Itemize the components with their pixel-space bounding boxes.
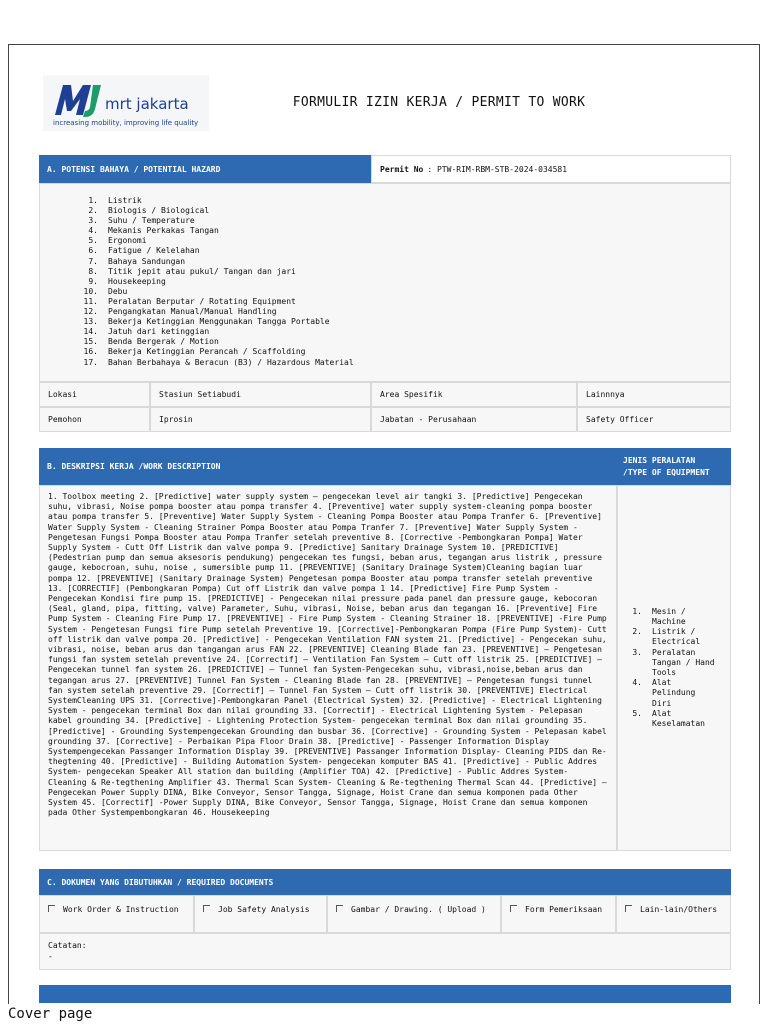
doc-label: Lain-lain/Others xyxy=(640,905,718,914)
checkbox-icon[interactable] xyxy=(625,905,632,912)
position-company-value: Safety Officer xyxy=(577,407,731,432)
notes-label: Catatan: xyxy=(48,941,87,950)
hazard-list xyxy=(40,196,730,368)
hazard-text: Listrik xyxy=(108,196,142,205)
equipment-item xyxy=(618,648,718,679)
equipment-text: Alat Keselamatan xyxy=(652,708,705,729)
checkbox-icon[interactable] xyxy=(48,905,55,912)
doc-job-safety-analysis[interactable] xyxy=(194,895,327,933)
applicant-label: Pemohon xyxy=(39,407,150,432)
hazard-text: Housekeeping xyxy=(108,276,166,286)
permit-value: : PTW-RIM-RBM-STB-2024-034581 xyxy=(427,164,568,174)
doc-label: Gambar / Drawing. ( Upload ) xyxy=(351,905,486,914)
hazard-item xyxy=(40,206,730,216)
hazard-text: Bekerja Ketinggian Menggunakan Tangga Portable xyxy=(108,317,330,327)
doc-work-order[interactable] xyxy=(39,895,194,933)
doc-label: Form Pemeriksaan xyxy=(525,905,603,914)
location-label: Lokasi xyxy=(39,382,150,407)
hazard-text: Pengangkatan Manual/Manual Handling xyxy=(108,307,277,317)
hazard-text: Mekanis Perkakas Tangan xyxy=(108,226,219,236)
specific-area-label: Area Spesifik xyxy=(371,382,577,407)
permit-number xyxy=(371,155,731,183)
hazard-item xyxy=(40,307,730,317)
work-description: 1. Toolbox meeting 2. [Predictive] water supply system – pengecekan level air tangki 3. [Predictive] Pengecekan suhu, vibrasi, Noise pompa booster atau pompa transfer 4. [Preventive] water supply system-cleaning pompa booster atau pompa transfer 5. [Preventive] Water Supply System - Cleaning Pompa Booster atau Pompa Tranfer 6. [Preventive] Water Supply System - Cleaning Strainer Pompa Booster atau Pompa Tranfer 7. [Preventive] Water Supply System - Pengetesan Fungsi Pompa Booster atau Pompa Tranfer setelah preventive 8. [Corrective -Pembongkaran Pompa] Water Supply System - Cutt Off Listrik dan valve pompa 9. [Predictive] Sanitary Drainage System 10. [PREDICTIVE] (Pedestrian pump dan semua aksesoris pendukung) pengecekan tes fungsi, beban arus, tegangan arus listrik , pressure gauge, kebocroan, suhu, noise , sumersible pump 11. [PREVENTIVE] (Sanitary Drainage System)Cleaning bagian luar pompa 12. [PREVENTIVE] (Sanitary Drainage System) Pengetesan pompa Booster atau pompa transfer setelah preventive 13. [CORRECTIF] (Pembongkaran Pompa) Cut off Listrik dan valve pompa 1 14. [Predictive] Fire Pump System - Pengecekan Kondisi fire pump 15. [PREDICTIVE] - Pengecekan nilai pressure pada panel dan pressure gauge, kebocoran (Seal, gland, pipa, fitting, valve) Parameter, Suhu, vibrasi, Noise, beban arus dan tegangan 16. [Preventive] Fire Pump System - Cleaning Fire Pump 17. [PREVENTIVE] - Fire Pump System - Cleaning Strainer 18. [PREVENTIVE] -Fire Pump System - Pengetesan Fungsi fire Pump setelah Preventive 19. [Corrective]-Pembongkaran Pompa (Fire Pump System)- Cutt off listrik dan valve pompa 20. [Predictive] - Pengecekan Ventilation FAN system 21. [Predictive] - Pengecekan suhu, vibrasi, noise, beban arus dan tangangan arus FAN 22. [PREVENTIVE] Cleaning Blade fan 23. [PREVENTIVE] – Pengetesan fungsi fan system setelah preventive 24. [Correctif] – Ventilation Fan System – Cutt off listrik 25. [PREDICTIVE] – Pengecekan tunnel fan system 26. [PREDICTIVE] – Tunnel fan System-Pengecekan suhu, vibrasi,noise,beban arus dan tegangan arus 27. [PREVENTIVE] Tunnel Fan System - Cleaning Blade fan 28. [PREVENTIVE] – Pengetesan fungsi tunnel fan system setelah preventive 29. [Correctif] – Tunnel Fan System – Cutt off listrik 30. [PREVENTIVE] Electrical SystemCleaning UPS 31. [Corrective]-Pembongkaran Panel (Electrical System) 32. [Predictive] - Electrical Lightening System - pengecekan terminal Box dan nilai grounding 33. [Correctif] - Electrical Lightening System - Pelepasan kabel grounding 34. [Predictive] - Lightening Protection System- pengecekan terminal Box dan nilai grounding 35. [Predictive] - Grounding Systempengecekan Grounding dan busbar 36. [Corrective] - Grounding System - Pelepasan kabel grounding 37. [Corrective] - Perbaikan Pipa Floor Drain 38. [Predictive] - Passenger Information Display Systempengecekan Passanger Information Display 39. [PREVENTIVE] Passanger Information Display- Cleaning PIDS dan Re-thegtening 40. [Predictive] - Building Automation System- pengecekan komputer BAS 41. [Predictive] - Public Addres System- pengecekan Speaker All station dan building (Amplifier TOA) 42. [Predictive] - Public Addres System- Cleaning & Re-tegthening Amplifier 43. Thermal Scan System- Cleaning & Re-tegthening Thermal Scan 44. [Predictive] – Pengecekan Power Supply DINA, Bike Conveyor, Sensor Tangga, Signage, Hoist Crane dan semua komponen pada Other System 45. [Correctif] -Power Supply DINA, Bike Conveyor, Sensor Tangga, Signage, Hoist Crane dan semua komponen pada Other Systempembongkaran 46. Housekeeping xyxy=(39,485,617,851)
next-section-header-bar xyxy=(39,985,731,1003)
hazard-text: Titik jepit atau pukul/ Tangan dan jari xyxy=(108,266,296,276)
hazard-number: 7. xyxy=(88,256,98,266)
hazard-item xyxy=(40,337,730,347)
hazard-item xyxy=(40,196,730,206)
checkbox-icon[interactable] xyxy=(203,905,210,912)
hazard-item xyxy=(40,287,730,297)
hazard-number: 17. xyxy=(83,357,98,367)
doc-drawing-upload[interactable] xyxy=(327,895,501,933)
equipment-item xyxy=(618,678,718,709)
hazard-number: 2. xyxy=(88,206,98,216)
hazard-text: Benda Bergerak / Motion xyxy=(108,337,219,347)
mrt-jakarta-logo xyxy=(43,75,209,131)
checkbox-icon[interactable] xyxy=(336,905,343,912)
equipment-type-header xyxy=(617,448,731,485)
mrt-logo-icon xyxy=(43,75,209,131)
hazard-item xyxy=(40,317,730,327)
equipment-number: 3. xyxy=(632,647,642,657)
hazard-number: 8. xyxy=(88,266,98,276)
hazard-text: Bahan Berbahaya & Beracun (B3) / Hazardous Material xyxy=(108,357,354,367)
location-value: Stasiun Setiabudi xyxy=(150,382,371,407)
doc-others[interactable] xyxy=(616,895,731,933)
form-title: FORMULIR IZIN KERJA / PERMIT TO WORK xyxy=(292,95,586,110)
hazard-item xyxy=(40,297,730,307)
equipment-text: Alat Pelindung Diri xyxy=(652,678,696,708)
hazard-item xyxy=(40,358,730,368)
notes-box xyxy=(39,933,731,970)
hazard-text: Biologis / Biological xyxy=(108,206,210,216)
hazard-text: Bekerja Ketinggian Perancah / Scaffolding xyxy=(108,347,306,357)
hazard-number: 15. xyxy=(83,337,98,347)
equipment-text: Peralatan Tangan / Hand Tools xyxy=(652,647,715,677)
hazard-number: 16. xyxy=(83,347,98,357)
hazard-number: 14. xyxy=(83,327,98,337)
equipment-text: Mesin / Machine xyxy=(652,606,686,626)
equipment-number: 5. xyxy=(632,708,642,718)
doc-inspection-form[interactable] xyxy=(501,895,616,933)
section-a-header: A. POTENSI BAHAYA / POTENTIAL HAZARD xyxy=(39,155,379,183)
hazard-number: 3. xyxy=(88,216,98,226)
permit-form-page xyxy=(8,44,760,1004)
hazard-item xyxy=(40,216,730,226)
hazard-item xyxy=(40,347,730,357)
equipment-number: 4. xyxy=(632,678,642,688)
hazard-text: Fatigue / Kelelahan xyxy=(108,246,200,256)
equipment-text: Listrik / Electrical xyxy=(652,627,701,647)
notes-value: - xyxy=(48,952,53,961)
hazard-text: Debu xyxy=(108,286,128,296)
hazard-number: 6. xyxy=(88,246,98,256)
applicant-value: Iprosin xyxy=(150,407,371,432)
hazard-number: 1. xyxy=(88,196,98,205)
hazard-item xyxy=(40,267,730,277)
cover-page-caption: Cover page xyxy=(8,1006,93,1022)
hazard-number: 13. xyxy=(83,317,98,327)
hazard-text: Jatuh dari ketinggian xyxy=(108,327,210,337)
hazard-number: 10. xyxy=(83,286,98,296)
hazard-number: 11. xyxy=(83,296,98,306)
hazard-number: 5. xyxy=(88,236,98,246)
hazard-item xyxy=(40,236,730,246)
specific-area-value: Lainnnya xyxy=(577,382,731,407)
svg-text:mrt jakarta: mrt jakarta xyxy=(105,95,189,113)
info-row-location xyxy=(39,382,731,407)
checkbox-icon[interactable] xyxy=(510,905,517,912)
equipment-item xyxy=(618,709,718,729)
hazard-text: Peralatan Berputar / Rotating Equipment xyxy=(108,296,296,306)
svg-text:increasing mobility, improving: increasing mobility, improving life quality xyxy=(53,119,199,127)
hazard-item xyxy=(40,246,730,256)
info-row-applicant xyxy=(39,407,731,432)
hazard-number: 12. xyxy=(83,307,98,317)
hazard-text: Bahaya Sandungan xyxy=(108,256,186,266)
hazard-item xyxy=(40,327,730,337)
equipment-number: 2. xyxy=(632,627,642,637)
hazard-item xyxy=(40,226,730,236)
hazard-item xyxy=(40,257,730,267)
section-c-header: C. DOKUMEN YANG DIBUTUHKAN / REQUIRED DOCUMENTS xyxy=(39,869,731,895)
position-company-label: Jabatan - Perusahaan xyxy=(371,407,577,432)
hazard-item xyxy=(40,277,730,287)
hazard-list-box xyxy=(39,183,731,382)
hazard-number: 9. xyxy=(88,276,98,286)
equipment-header-line-2: /TYPE OF EQUIPMENT xyxy=(623,468,710,477)
section-b-header: B. DESKRIPSI KERJA /WORK DESCRIPTION xyxy=(39,448,617,485)
equipment-item xyxy=(618,627,718,647)
required-documents-row xyxy=(39,895,731,933)
hazard-text: Ergonomi xyxy=(108,236,147,246)
equipment-list xyxy=(618,607,718,729)
equipment-item xyxy=(618,607,718,627)
permit-label: Permit No xyxy=(380,164,424,174)
hazard-number: 4. xyxy=(88,226,98,236)
equipment-header-line-1: JENIS PERALATAN xyxy=(623,456,696,465)
hazard-text: Suhu / Temperature xyxy=(108,216,195,226)
doc-label: Work Order & Instruction xyxy=(63,905,179,914)
equipment-list-box xyxy=(617,485,731,851)
equipment-number: 1. xyxy=(632,606,642,616)
doc-label: Job Safety Analysis xyxy=(218,905,310,914)
